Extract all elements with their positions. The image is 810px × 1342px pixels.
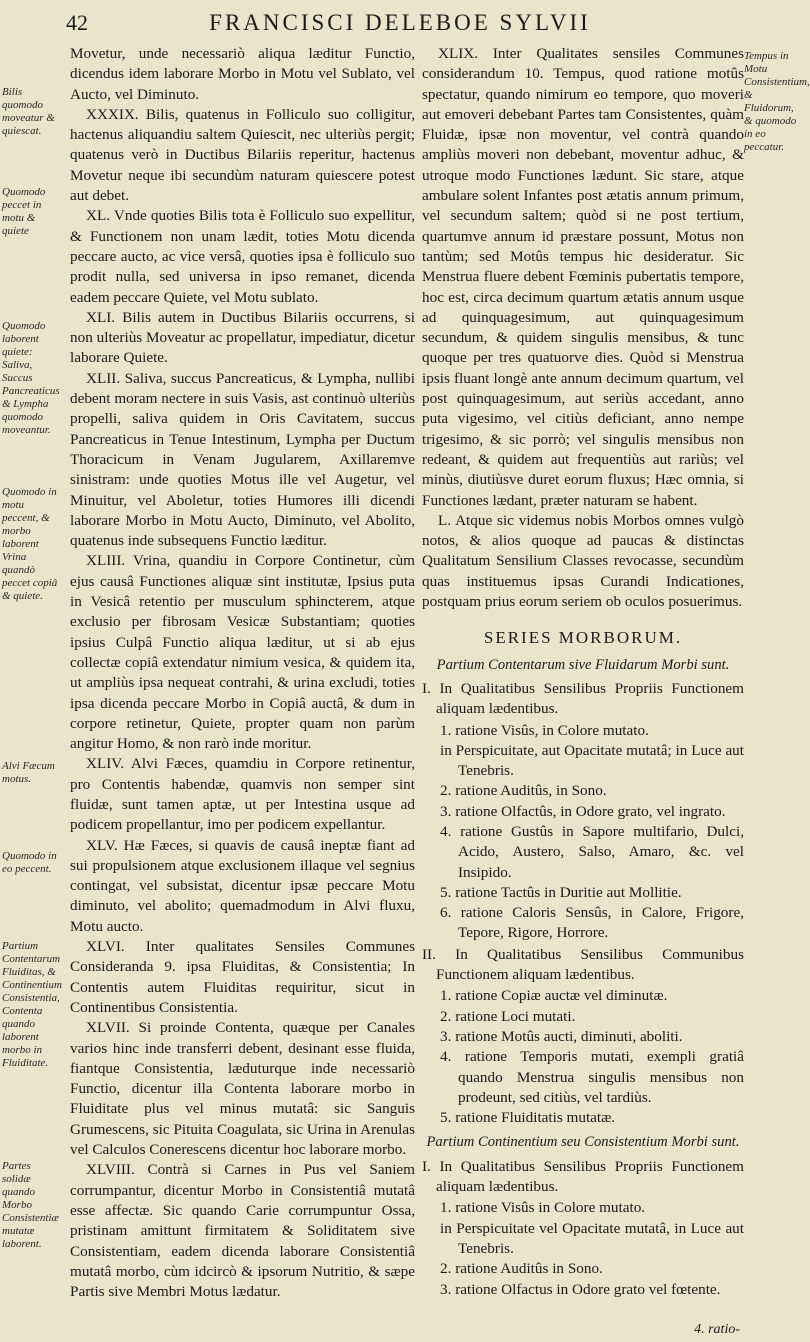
series-item: 4. ratione Gustûs in Sapore multifario, Dulci, Acido, Austero, Salso, Amaro, &c. vel Insipido. [440,822,744,881]
series-item: 1. ratione Visûs, in Colore mutato. [440,721,649,739]
catchword: 4. ratio- [694,1322,740,1337]
series-item: 1. ratione Visûs in Colore mutato. [440,1199,646,1217]
paragraph: XLIII. Vrina, quandiu in Corpore Continetur, cùm ejus causâ Functiones aliquæ sint institutæ, Ipsius puta in Vesicâ retentio per musculum sphincterem, atque exclusio per fibrosam Vesicæ Substantiam; quoties ipsius Culpâ Functio aliqua læditur, ut si ab ejus collectæ copiâ extendatur nimium vesica, & quidem ita, ut ampliùs ipsa nequeat contrahi, & urina excludi, toties ipsa dicenda peccare Morbo in Copiâ auctâ, & dum in corpore retinetur, Quiete, propter quam non parùm angitur Homo, & non rarò inde moritur. [70,552,415,753]
series-section: II. In Qualitatibus Sensilibus Communibus Functionem aliquam lædentibus. [422,945,744,984]
series-section: I. In Qualitatibus Sensilibus Propriis Functionem aliquam lædentibus. [422,1157,744,1196]
paragraph: XL. Vnde quoties Bilis tota è Folliculo suo expellitur, & Functionem non unam lædit, toties Motu dicenda peccare aucto, ac vice versâ, quoties ipsa è folliculo suo prodit nulla, sed universa in ipso remanet, dicenda eadem peccare Quiete, vel Motu sublato. [70,207,415,306]
paragraph: XLV. Hæ Fæces, si quavis de causâ ineptæ fiant ad sui propulsionem atque exclusionem illaque vel segnius contingat, vel subsistat, dicentur ipsæ peccare Motu diminuto, vel abolito; quemadmodum in Alvi fluxu, Motu aucto. [70,836,415,935]
paragraph: XLIX. Inter Qualitates sensiles Communes considerandum 10. Tempus, quod ratione motûs spectatur, quando nimirum eo tempore, quo moveri aut emoveri debebant Partes tam Consistentes, quàm Fluidæ, ipsæ non moventur, vel contrà quando ampliùs moveri non debebant, moventur adhuc, & utroque modo Functiones lædunt. Sic stare, atque ambulare solent Infantes post ætatis annum primum, vel secundum saltem; quòd si ne post tertium, quartumve annum id præstare possunt, Motus non tantùm; sed Motûs tempus hic desideratur. Sic Menstrua fluere debent Fœminis pubertatis tempore, hoc est, circa decimum quartum ætatis annum usque ad quinquagesimum, aut quinquagesimum secundum, & quidem singulis mensibus, & tunc quoque per tres quatuorve dies. Quòd si Menstrua ipsis fluant longè ante annum decimum quartum, vel post quinquagesimum, aut seriùs accedant, anno puta vigesimo, vel citiùs deficiant, anno nempe trigesimo, & sic porrò; vel singulis mensibus non redeant, & quidem aut frequentiùs aut rariùs; vel minùs, diutiùsve duret eorum fluxus; Hæc omnia, si Functiones lædant, præter naturam se habent. [422,45,744,509]
paragraph: L. Atque sic videmus nobis Morbos omnes vulgò notos, & alios quoque ad paucas & distinctas Qualitatum Sensilium Classes revocasse, secundùm quas instituemus ipsas Curandi Indicationes, postquam prius eorum seriem ob oculos posuerimus. [422,511,744,611]
margin-note-left: Alvi Fæcum motus. [2,760,55,785]
series-item: 5. ratione Tactûs in Duritie aut Mollitie. [440,883,682,901]
paragraph: XLVIII. Contrà si Carnes in Pus vel Saniem corrumpantur, dicentur Morbo in Consistentiâ mutatâ esse affectæ. Sic quando Carie corrumpuntur Ossa, pristinam amittunt firmitatem & Soliditatem sive Consistentiam, eadem dicenda laborare Consistentiâ mutatâ morbo, cùm idcircò & ipsorum Nutritio, & sæpe Partis sive Membri Motus lædatur. [70,1161,415,1301]
series-subhead: Partium Continentium seu Consistentium Morbi sunt. [426,1134,740,1151]
series-item: 5. ratione Fluiditatis mutatæ. [440,1109,616,1127]
series-item: 6. ratione Caloris Sensûs, in Calore, Frigore, Tepore, Rigore, Horrore. [440,904,744,942]
series-item: 3. ratione Motûs aucti, diminuti, aboliti. [440,1027,683,1045]
series-item: 2. ratione Loci mutati. [440,1007,576,1025]
paragraph: XLII. Saliva, succus Pancreaticus, & Lympha, nullibi debent moram nectere in suis Vasis, ast continuò ulteriùs propelli, saliva quidem in Oris Cavitatem, succus Pancreaticus in Tenue Intestinum, Lympha per Ductum Thoracicum in Venam Jugularem, Axillaremve sinistram: unde quoties Motus ille vel Augetur, vel Minuitur, vel Aboletur, toties Humores illi dicendi laborare Morbo in Motu Aucto, Diminuto, vel Abolito, quatenus inde subsequens Functio læditur. [70,369,415,550]
margin-note-left: Quomodo peccet in motu & quiete [2,186,46,237]
page-header [60,10,740,40]
series-item: 4. ratione Temporis mutati, exempli gratiâ quando Menstrua singulis mensibus non prodeunt, sed citiùs, vel tardiùs. [440,1048,744,1106]
margin-note-left: Quomodo laborent quiete: Saliva, Succus Pancreaticus & Lympha quomodo moveantur. [2,320,60,436]
series-item: 2. ratione Auditûs in Sono. [440,1260,603,1278]
left-column [70,44,415,1302]
right-column [422,44,744,1300]
series-section: I. In Qualitatibus Sensilibus Propriis Functionem aliquam lædentibus. [422,679,744,718]
paragraph: XLVII. Si proinde Contenta, quæque per Canales varios hinc inde transferri debent, desinant esse fluida, fiantque Consistentia, læduturque inde necessariò Functio, dicentur illa Contenta laborare morbo in Fluiditate plus vel minus mutatâ: sic Sanguis Grumescens, sic Pituita Coagulata, sic Urina in Arenulas vel Calculos Conerescens dicentur hoc laborare morbo. [70,1019,415,1159]
margin-note-right: Tempus in Motu Consistentium, & Fluidorum, & quomodo in eo peccatur. [744,50,810,153]
series-item: 1. ratione Copiæ auctæ vel diminutæ. [440,987,668,1005]
series-item: 2. ratione Auditûs, in Sono. [440,782,607,800]
paragraph: Movetur, unde necessariò aliqua læditur Functio, dicendus idem laborare Morbo in Motu vel Sublato, vel Aucto, vel Diminuto. [70,45,415,103]
series-item: in Perspicuitate, aut Opacitate mutatâ; in Luce aut Tenebris. [440,741,744,780]
running-head: FRANCISCI DELEBOE SYLVII [209,10,591,35]
margin-note-left: Partes solidæ quando Morbo Consistentiæ mutatæ laborent. [2,1160,59,1250]
page-number: 42 [66,10,88,35]
paragraph: XLI. Bilis autem in Ductibus Bilariis occurrens, si non ulteriùs Moveatur ac propellatur, impediatur, dicetur laborare Quiete. [70,308,415,367]
margin-note-left: Quomodo in motu peccent, & morbo laborent Vrina quandò peccet copiâ & quiete. [2,486,58,602]
paragraph: XXXIX. Bilis, quatenus in Folliculo suo colligitur, hactenus aliquandiu saltem Quiescit, nec ulteriùs pergit; quatenus verò in Ductibus Bilariis reperitur, hactenus Movetur neque ibi secundùm naturam quiescere potest aut debet. [70,105,415,205]
margin-note-left: Bilis quomodo moveatur & quiescat. [2,86,55,137]
series-item: 3. ratione Olfactus in Odore grato vel fœtente. [440,1280,721,1298]
margin-note-left: Partium Contentarum Fluiditas, & Continentium Consistentia, Contenta quando laborent morbo in Fluiditate. [2,940,62,1069]
series-subhead: Partium Contentarum sive Fluidarum Morbi sunt. [436,656,730,673]
series-item: 3. ratione Olfactûs, in Odore grato, vel ingrato. [440,802,726,820]
series-item: in Perspicuitate vel Opacitate mutatâ, in Luce aut Tenebris. [440,1219,744,1257]
series-title: SERIES MORBORUM. [483,628,683,648]
paragraph: XLVI. Inter qualitates Sensiles Communes Consideranda 9. ipsa Fluiditas, & Consistentia; In Contentis autem Fluiditas requiritur, sicut in Continentibus Consistentia. [70,938,415,1016]
paragraph: XLIV. Alvi Fæces, quamdiu in Corpore retinentur, pro Contentis habendæ, quamvis non semper sint fluidæ, sunt tamen aptæ, ut per Intestina usque ad podicem propellantur, imo per podicem expellantur. [70,755,415,834]
margin-note-left: Quomodo in eo peccent. [2,850,57,875]
